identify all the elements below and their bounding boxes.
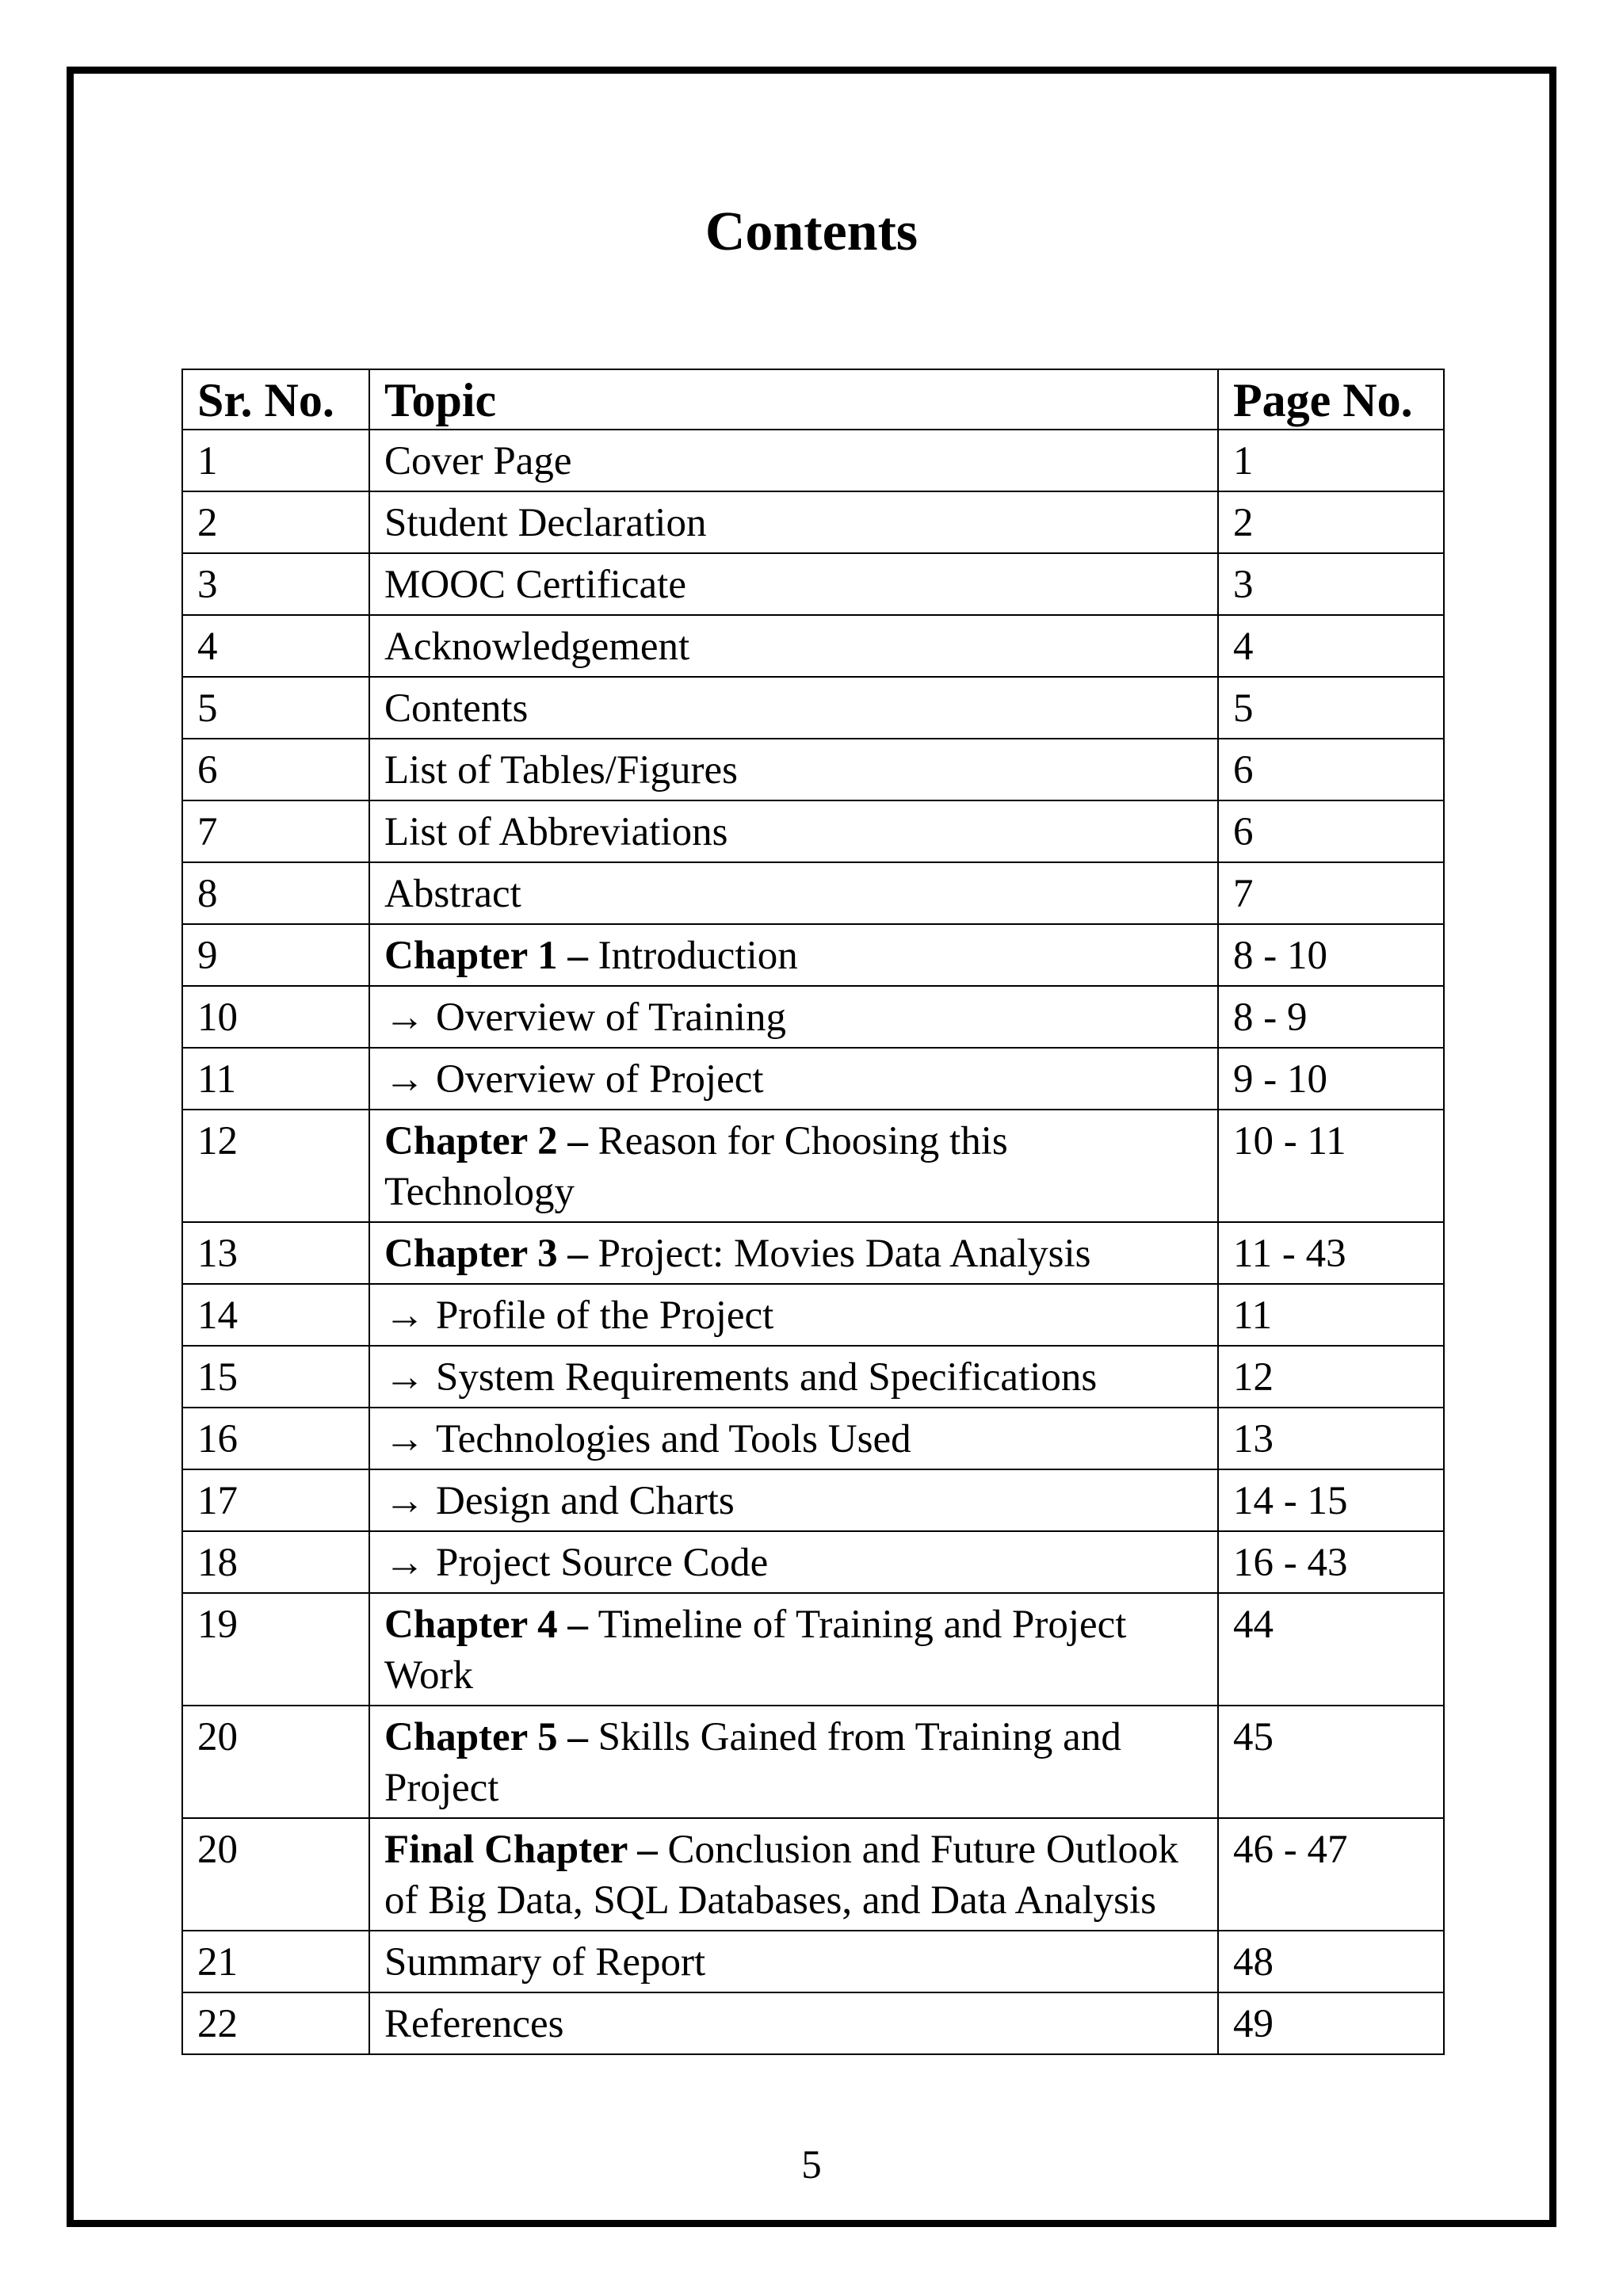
sr-no-cell: 14 <box>182 1284 369 1346</box>
table-row <box>182 677 1444 739</box>
table-row <box>182 430 1444 491</box>
topic-cell <box>369 1706 1218 1818</box>
page-no-cell: 11 <box>1218 1284 1444 1346</box>
topic-cell <box>369 1531 1218 1593</box>
topic-cell <box>369 924 1218 986</box>
page-no-cell: 2 <box>1218 491 1444 553</box>
page-no-cell: 44 <box>1218 1593 1444 1706</box>
page-title: Contents <box>705 201 918 262</box>
chapter-label: Chapter 1 <box>384 934 558 978</box>
sr-no-cell: 20 <box>182 1706 369 1818</box>
table-header-row <box>182 369 1444 430</box>
sr-no-cell: 20 <box>182 1818 369 1931</box>
table-row <box>182 924 1444 986</box>
topic-cell <box>369 677 1218 739</box>
topic-text: Student Declaration <box>384 501 707 545</box>
topic-cell <box>369 1110 1218 1222</box>
arrow-right-icon: → <box>384 1293 425 1338</box>
topic-cell <box>369 1992 1218 2054</box>
page-no-cell: 49 <box>1218 1992 1444 2054</box>
sr-no-cell: 1 <box>182 430 369 491</box>
topic-cell <box>369 491 1218 553</box>
table-row <box>182 1048 1444 1110</box>
sr-no-cell: 8 <box>182 862 369 924</box>
page-no-cell: 4 <box>1218 615 1444 677</box>
sr-no-cell: 9 <box>182 924 369 986</box>
chapter-separator: – <box>627 1828 668 1872</box>
topic-text: Conclusion and Future Outlook of Big Data, SQL Databases, and Data Analysis <box>384 1828 1179 1923</box>
sr-no-cell: 11 <box>182 1048 369 1110</box>
table-row <box>182 1110 1444 1222</box>
chapter-separator: – <box>557 934 598 978</box>
table-row <box>182 1706 1444 1818</box>
table-row <box>182 1284 1444 1346</box>
topic-text: Project Source Code <box>436 1541 769 1585</box>
page-no-cell: 8 - 9 <box>1218 986 1444 1048</box>
page-no-cell: 1 <box>1218 430 1444 491</box>
sr-no-cell: 12 <box>182 1110 369 1222</box>
table-row <box>182 615 1444 677</box>
page-number: 5 <box>801 2143 822 2187</box>
topic-text: Skills Gained from Training and Project <box>384 1715 1121 1810</box>
topic-text: Timeline of Training and Project Work <box>384 1603 1127 1698</box>
sr-no-cell: 18 <box>182 1531 369 1593</box>
chapter-separator: – <box>557 1715 598 1759</box>
topic-text: Design and Charts <box>436 1479 735 1523</box>
topic-text: Abstract <box>384 872 521 916</box>
page-no-cell: 9 - 10 <box>1218 1048 1444 1110</box>
sr-no-cell: 3 <box>182 553 369 615</box>
topic-text: Summary of Report <box>384 1940 706 1985</box>
page-no-cell: 45 <box>1218 1706 1444 1818</box>
topic-cell <box>369 1346 1218 1408</box>
topic-cell <box>369 553 1218 615</box>
sr-no-cell: 6 <box>182 739 369 800</box>
topic-cell <box>369 986 1218 1048</box>
chapter-separator: – <box>557 1119 598 1163</box>
table-row <box>182 800 1444 862</box>
sr-no-cell: 2 <box>182 491 369 553</box>
page-no-cell: 7 <box>1218 862 1444 924</box>
table-row <box>182 1818 1444 1931</box>
arrow-right-icon: → <box>384 1479 425 1523</box>
page-no-cell: 5 <box>1218 677 1444 739</box>
page-no-cell: 3 <box>1218 553 1444 615</box>
topic-text: Acknowledgement <box>384 625 690 669</box>
topic-cell <box>369 862 1218 924</box>
topic-text: Overview of Project <box>436 1057 764 1102</box>
arrow-right-icon: → <box>384 1417 425 1461</box>
chapter-label: Chapter 2 <box>384 1119 558 1163</box>
page-no-cell: 6 <box>1218 800 1444 862</box>
chapter-label: Chapter 3 <box>384 1232 558 1276</box>
sr-no-cell: 21 <box>182 1931 369 1992</box>
topic-cell <box>369 1222 1218 1284</box>
page-no-cell: 11 - 43 <box>1218 1222 1444 1284</box>
topic-cell <box>369 1048 1218 1110</box>
sr-no-cell: 22 <box>182 1992 369 2054</box>
sr-no-cell: 13 <box>182 1222 369 1284</box>
topic-cell <box>369 1408 1218 1469</box>
arrow-right-icon: → <box>384 1541 425 1585</box>
topic-text: References <box>384 2002 564 2046</box>
sr-no-cell: 17 <box>182 1469 369 1531</box>
topic-cell <box>369 615 1218 677</box>
header-page-no: Page No. <box>1218 369 1444 430</box>
topic-text: List of Tables/Figures <box>384 748 738 793</box>
contents-table <box>181 369 1445 2055</box>
topic-text: MOOC Certificate <box>384 563 686 607</box>
topic-text: Introduction <box>598 934 798 978</box>
chapter-label: Chapter 5 <box>384 1715 558 1759</box>
page-no-cell: 13 <box>1218 1408 1444 1469</box>
sr-no-cell: 4 <box>182 615 369 677</box>
topic-cell <box>369 739 1218 800</box>
topic-text: Overview of Training <box>436 995 786 1040</box>
page-no-cell: 8 - 10 <box>1218 924 1444 986</box>
sr-no-cell: 19 <box>182 1593 369 1706</box>
page-no-cell: 48 <box>1218 1931 1444 1992</box>
table-row <box>182 1408 1444 1469</box>
page-no-cell: 14 - 15 <box>1218 1469 1444 1531</box>
topic-text: Reason for Choosing this Technology <box>384 1119 1008 1214</box>
table-body <box>182 430 1444 2054</box>
sr-no-cell: 5 <box>182 677 369 739</box>
chapter-separator: – <box>557 1232 598 1276</box>
sr-no-cell: 10 <box>182 986 369 1048</box>
topic-cell <box>369 1818 1218 1931</box>
table-row <box>182 1992 1444 2054</box>
table-row <box>182 491 1444 553</box>
page-no-cell: 12 <box>1218 1346 1444 1408</box>
topic-cell <box>369 1284 1218 1346</box>
sr-no-cell: 16 <box>182 1408 369 1469</box>
arrow-right-icon: → <box>384 995 425 1040</box>
chapter-label: Final Chapter <box>384 1828 628 1872</box>
topic-cell <box>369 1593 1218 1706</box>
table-row <box>182 1469 1444 1531</box>
page-no-cell: 16 - 43 <box>1218 1531 1444 1593</box>
arrow-right-icon: → <box>384 1057 425 1102</box>
topic-text: Contents <box>384 686 529 731</box>
table-row <box>182 739 1444 800</box>
page-no-cell: 10 - 11 <box>1218 1110 1444 1222</box>
topic-text: System Requirements and Specifications <box>436 1355 1098 1400</box>
table-row <box>182 1531 1444 1593</box>
page-no-cell: 6 <box>1218 739 1444 800</box>
chapter-separator: – <box>557 1603 598 1647</box>
topic-text: Profile of the Project <box>436 1293 774 1338</box>
topic-cell <box>369 1469 1218 1531</box>
table-row <box>182 862 1444 924</box>
topic-cell <box>369 800 1218 862</box>
table-row <box>182 1931 1444 1992</box>
topic-cell <box>369 430 1218 491</box>
table-row <box>182 1346 1444 1408</box>
topic-text: List of Abbreviations <box>384 810 728 854</box>
table-row <box>182 553 1444 615</box>
chapter-label: Chapter 4 <box>384 1603 558 1647</box>
arrow-right-icon: → <box>384 1355 425 1400</box>
sr-no-cell: 15 <box>182 1346 369 1408</box>
header-topic: Topic <box>369 369 1218 430</box>
table-row <box>182 1593 1444 1706</box>
topic-cell <box>369 1931 1218 1992</box>
topic-text: Cover Page <box>384 439 572 483</box>
sr-no-cell: 7 <box>182 800 369 862</box>
table-row <box>182 986 1444 1048</box>
topic-text: Project: Movies Data Analysis <box>598 1232 1091 1276</box>
topic-text: Technologies and Tools Used <box>436 1417 911 1461</box>
page-no-cell: 46 - 47 <box>1218 1818 1444 1931</box>
table-row <box>182 1222 1444 1284</box>
header-sr-no: Sr. No. <box>182 369 369 430</box>
